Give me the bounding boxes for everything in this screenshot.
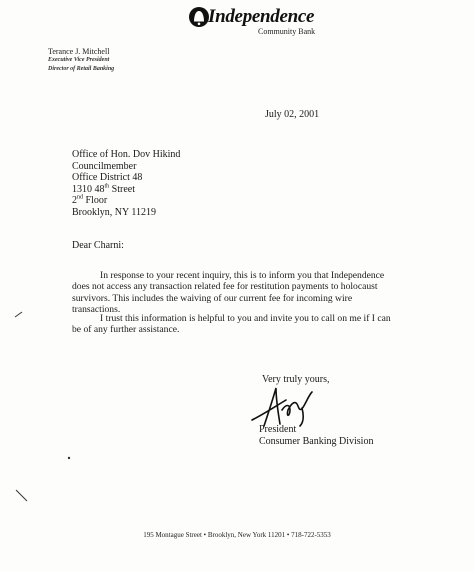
floor-word: Floor <box>83 195 108 207</box>
footer-address: 195 Montague Street • Brooklyn, New York 11201 • 718-722-5353 <box>143 531 331 539</box>
letter-date: July 02, 2001 <box>265 109 320 120</box>
recipient-line-3: Office District 48 <box>72 172 143 184</box>
bank-subtitle: Community Bank <box>258 27 316 36</box>
floor-suffix: nd <box>77 195 83 202</box>
body-paragraph-2 <box>72 313 402 336</box>
signer-title: President <box>259 424 297 435</box>
signer-division: Consumer Banking Division <box>259 435 374 447</box>
bell-logo-icon <box>188 6 210 28</box>
paragraph-1-text: In response to your recent inquiry, this is to inform you that Independence does not access any transaction related fee for restitution payments to holocaust survivors. This includes the waiving of our current fee for incoming wire transactions. <box>72 270 385 316</box>
recipient-floor <box>72 195 180 207</box>
scan-speck-mark <box>14 309 24 319</box>
recipient-city: Brooklyn, NY 11219 <box>72 206 156 218</box>
recipient-line-2: Councilmember <box>72 160 137 172</box>
street-number: 1310 48 <box>72 183 105 195</box>
closing: Very truly yours, <box>262 374 330 385</box>
sender-block <box>48 47 114 74</box>
street-suffix: th <box>104 183 110 190</box>
sender-title-1: Executive Vice President <box>48 57 110 63</box>
street-name: Street <box>109 183 135 195</box>
recipient-street <box>72 184 180 196</box>
scan-line-mark <box>14 488 30 504</box>
bank-logo <box>188 4 328 40</box>
scan-dot-mark <box>66 455 72 461</box>
sender-title-2: Director of Retail Banking <box>48 66 115 72</box>
recipient-address <box>72 149 180 219</box>
bank-name: Independence <box>208 6 315 27</box>
floor-number: 2 <box>72 195 77 207</box>
recipient-line-1: Office of Hon. Dov Hikind <box>72 149 181 160</box>
salutation: Dear Charni: <box>72 240 124 251</box>
signature-title-block <box>259 424 373 447</box>
sender-name: Terance J. Mitchell <box>48 47 110 56</box>
paragraph-2-text: I trust this information is helpful to you and invite you to call on me if I can be of any further assistance. <box>72 313 391 336</box>
body-paragraph-1 <box>72 270 402 316</box>
